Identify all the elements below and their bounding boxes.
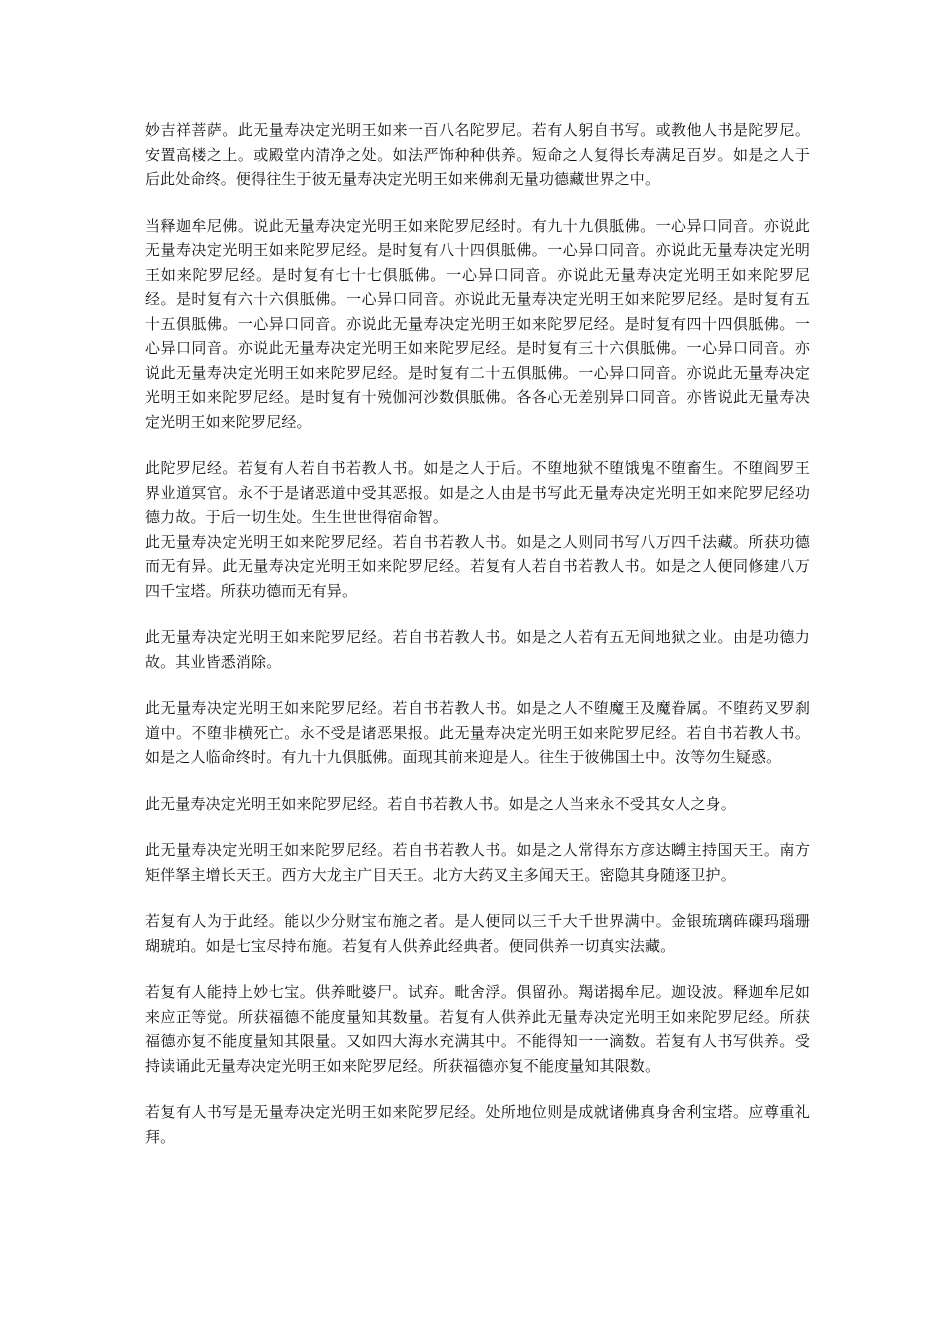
- paragraph-2: 当释迦牟尼佛。说此无量寿决定光明王如来陀罗尼经时。有九十九俱胝佛。一心异口同音。亦说此无量寿决定光明王如来陀罗尼经。是时复有八十四俱胝佛。一心异口同音。亦说此无量寿决定光明王如来陀罗尼经。是时复有七十七俱胝佛。一心异口同音。亦说此无量寿决定光明王如来陀罗尼经。是时复有六十六俱胝佛。一心异口同音。亦说此无量寿决定光明王如来陀罗尼经。是时复有五十五俱胝佛。一心异口同音。亦说此无量寿决定光明王如来陀罗尼经。是时复有四十四俱胝佛。一心异口同音。亦说此无量寿决定光明王如来陀罗尼经。是时复有三十六俱胝佛。一心异口同音。亦说此无量寿决定光明王如来陀罗尼经。是时复有二十五俱胝佛。一心异口同音。亦说此无量寿决定光明王如来陀罗尼经。是时复有十殑伽河沙数俱胝佛。各各心无差别异口同音。亦皆说此无量寿决定光明王如来陀罗尼经。: [145, 216, 810, 431]
- paragraph-10: 若复有人能持上妙七宝。供养毗婆尸。试弃。毗舍浮。俱留孙。羯诺揭牟尼。迦设波。释迦牟尼如来应正等觉。所获福德不能度量知其数量。若复有人供养此无量寿决定光明王如来陀罗尼经。所获福德亦复不能度量知其限量。又如四大海水充满其中。不能得知一一滴数。若复有人书写供养。受持读诵此无量寿决定光明王如来陀罗尼经。所获福德亦复不能度量知其限数。: [145, 983, 810, 1075]
- document-body: [145, 118, 810, 1171]
- paragraph-6: 此无量寿决定光明王如来陀罗尼经。若自书若教人书。如是之人不堕魔王及魔眷属。不堕药叉罗刹道中。不堕非横死亡。永不受是诸恶果报。此无量寿决定光明王如来陀罗尼经。若自书若教人书。如是之人临命终时。有九十九俱胝佛。面现其前来迎是人。往生于彼佛国土中。汝等勿生疑惑。: [145, 699, 810, 766]
- paragraph-3: 此陀罗尼经。若复有人若自书若教人书。如是之人于后。不堕地狱不堕饿鬼不堕畜生。不堕阎罗王界业道冥官。永不于是诸恶道中受其恶报。如是之人由是书写此无量寿决定光明王如来陀罗尼经功德力故。于后一切生处。生生世世得宿命智。: [145, 459, 810, 526]
- paragraph-11: 若复有人书写是无量寿决定光明王如来陀罗尼经。处所地位则是成就诸佛真身舍利宝塔。应尊重礼拜。: [145, 1103, 810, 1146]
- paragraph-4: 此无量寿决定光明王如来陀罗尼经。若自书若教人书。如是之人则同书写八万四千法藏。所获功德而无有异。此无量寿决定光明王如来陀罗尼经。若复有人若自书若教人书。如是之人便同修建八万四千宝塔。所获功德而无有异。: [145, 532, 810, 600]
- paragraph-7: 此无量寿决定光明王如来陀罗尼经。若自书若教人书。如是之人当来永不受其女人之身。: [145, 794, 736, 813]
- paragraph-5: 此无量寿决定光明王如来陀罗尼经。若自书若教人书。如是之人若有五无间地狱之业。由是功德力故。其业皆悉消除。: [145, 628, 810, 671]
- paragraph-9: 若复有人为于此经。能以少分财宝布施之者。是人便同以三千大千世界满中。金银琉璃砗磲玛瑙珊瑚琥珀。如是七宝尽持布施。若复有人供养此经典者。便同供养一切真实法藏。: [145, 912, 810, 955]
- paragraph-1: 妙吉祥菩萨。此无量寿决定光明王如来一百八名陀罗尼。若有人躬自书写。或教他人书是陀罗尼。安置高楼之上。或殿堂内清净之处。如法严饰种种供养。短命之人复得长寿满足百岁。如是之人于后此处命终。便得往生于彼无量寿决定光明王如来佛刹无量功德藏世界之中。: [145, 121, 810, 188]
- paragraph-8: 此无量寿决定光明王如来陀罗尼经。若自书若教人书。如是之人常得东方彦达嚩主持国天王。南方矩伴拏主增长天王。西方大龙主广目天王。北方大药叉主多闻天王。密隐其身随逐卫护。: [145, 841, 810, 884]
